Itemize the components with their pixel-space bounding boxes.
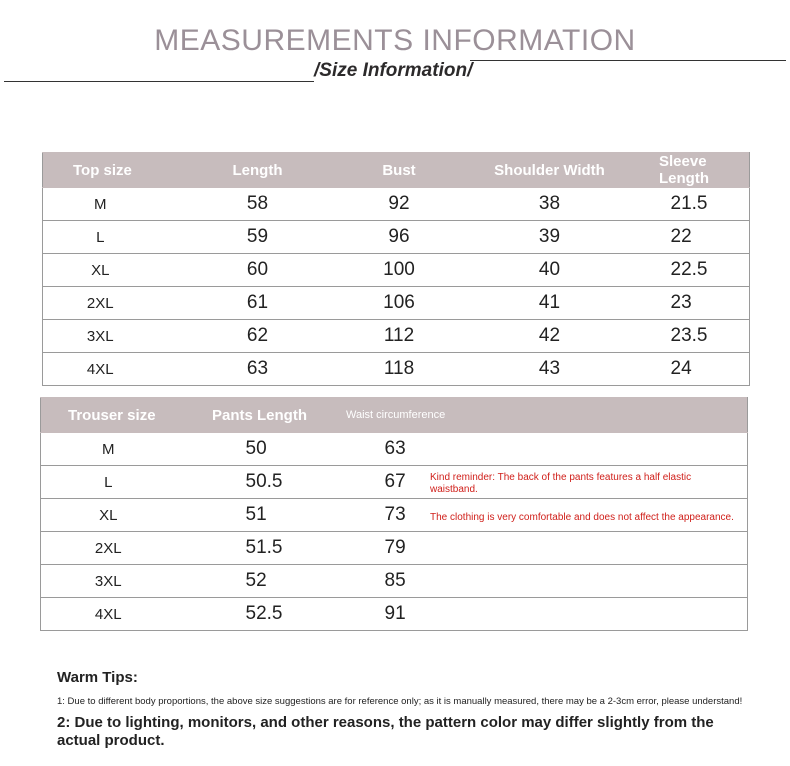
size-cell: L xyxy=(41,466,176,499)
size-cell: 2XL xyxy=(43,287,158,320)
table-row xyxy=(41,598,748,631)
sleeve-cell: 23 xyxy=(659,287,750,320)
comfort-note: The clothing is very comfortable and does not affect the appearance. xyxy=(430,512,734,523)
pants-length-cell: 51.5 xyxy=(176,532,339,565)
table-header-row xyxy=(43,153,750,188)
bust-cell: 100 xyxy=(358,254,441,287)
waist-cell: 85 xyxy=(339,565,748,598)
shoulder-cell: 39 xyxy=(441,221,659,254)
waist-cell: 91 xyxy=(339,598,748,631)
length-cell: 60 xyxy=(158,254,358,287)
size-cell: M xyxy=(43,188,158,221)
header-shoulder-width: Shoulder Width xyxy=(441,153,659,188)
pants-length-cell: 50 xyxy=(176,433,339,466)
size-cell: L xyxy=(43,221,158,254)
size-cell: 3XL xyxy=(41,565,176,598)
pants-length-cell: 52.5 xyxy=(176,598,339,631)
table-row xyxy=(43,254,750,287)
length-cell: 63 xyxy=(158,353,358,386)
table-header-row xyxy=(41,398,748,433)
divider-line-right xyxy=(470,60,786,61)
header-bust: Bust xyxy=(358,153,441,188)
bust-cell: 92 xyxy=(358,188,441,221)
shoulder-cell: 42 xyxy=(441,320,659,353)
pants-length-cell: 51 xyxy=(176,499,339,532)
tip-one: 1: Due to different body proportions, the above size suggestions are for reference only; as it is manually measured, there may be a 2-3cm error, please understand! xyxy=(57,696,743,707)
header-sleeve-length: Sleeve Length xyxy=(659,153,750,188)
divider-line-left xyxy=(4,81,314,82)
sleeve-cell: 24 xyxy=(659,353,750,386)
size-cell: XL xyxy=(43,254,158,287)
header-top-size: Top size xyxy=(43,153,158,188)
length-cell: 61 xyxy=(158,287,358,320)
header-pants-length: Pants Length xyxy=(176,398,339,433)
header-waist-circumference: Waist circumference xyxy=(339,398,748,433)
page-title: MEASUREMENTS INFORMATION xyxy=(154,24,636,57)
bust-cell: 112 xyxy=(358,320,441,353)
sleeve-cell: 22.5 xyxy=(659,254,750,287)
header-length: Length xyxy=(158,153,358,188)
shoulder-cell: 41 xyxy=(441,287,659,320)
page-subtitle: /Size Information/ xyxy=(314,60,473,81)
table-row xyxy=(43,353,750,386)
length-cell: 59 xyxy=(158,221,358,254)
reminder-note: Kind reminder: The back of the pants features a half elastic waistband. xyxy=(430,472,692,495)
length-cell: 58 xyxy=(158,188,358,221)
tip-two: 2: Due to lighting, monitors, and other reasons, the pattern color may differ slightly from the actual product. xyxy=(57,714,714,749)
warm-tips-title: Warm Tips: xyxy=(57,669,138,686)
bust-cell: 106 xyxy=(358,287,441,320)
waist-cell: 63 xyxy=(339,433,748,466)
size-cell: 4XL xyxy=(41,598,176,631)
pants-length-cell: 50.5 xyxy=(176,466,339,499)
table-row xyxy=(41,532,748,565)
shoulder-cell: 43 xyxy=(441,353,659,386)
sleeve-cell: 22 xyxy=(659,221,750,254)
table-row xyxy=(43,287,750,320)
table-row xyxy=(43,188,750,221)
table-row xyxy=(43,320,750,353)
sleeve-cell: 21.5 xyxy=(659,188,750,221)
size-cell: XL xyxy=(41,499,176,532)
size-cell: 2XL xyxy=(41,532,176,565)
table-row xyxy=(41,433,748,466)
shoulder-cell: 40 xyxy=(441,254,659,287)
size-cell: 3XL xyxy=(43,320,158,353)
sleeve-cell: 23.5 xyxy=(659,320,750,353)
size-cell: 4XL xyxy=(43,353,158,386)
table-row xyxy=(41,565,748,598)
pants-length-cell: 52 xyxy=(176,565,339,598)
shoulder-cell: 38 xyxy=(441,188,659,221)
waist-cell: 67 xyxy=(339,466,748,499)
length-cell: 62 xyxy=(158,320,358,353)
table-row xyxy=(43,221,750,254)
waist-cell: 73 xyxy=(339,499,748,532)
header-trouser-size: Trouser size xyxy=(41,398,176,433)
bust-cell: 118 xyxy=(358,353,441,386)
top-size-table xyxy=(42,152,750,386)
waist-cell: 79 xyxy=(339,532,748,565)
bust-cell: 96 xyxy=(358,221,441,254)
size-cell: M xyxy=(41,433,176,466)
